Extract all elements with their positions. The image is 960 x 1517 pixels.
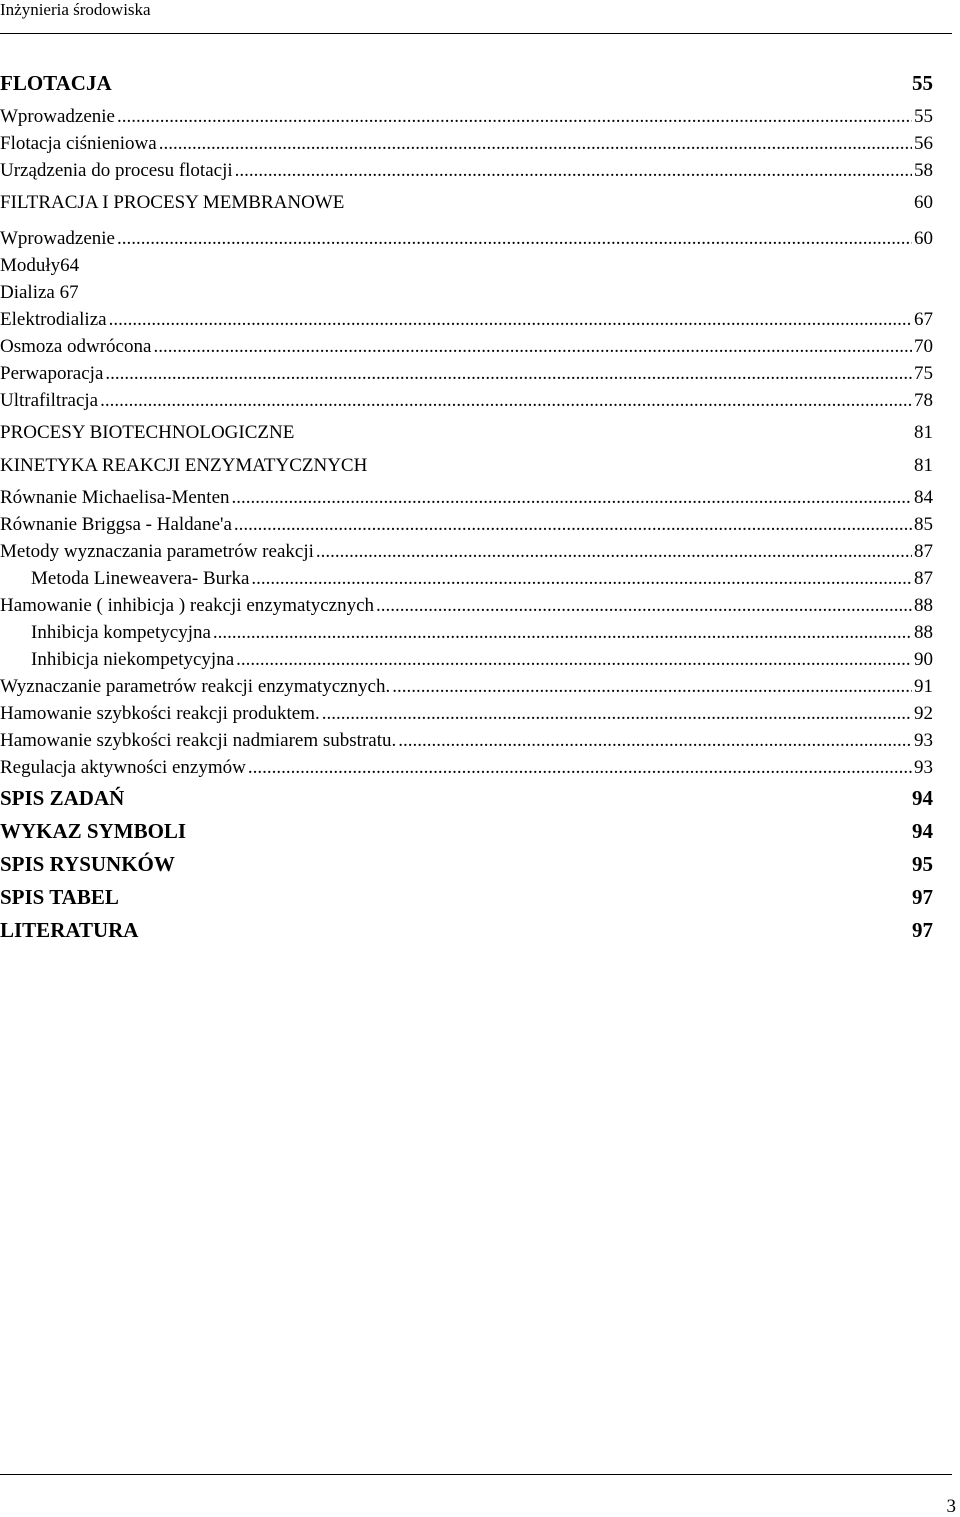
toc-entry-page: 55 (912, 71, 933, 95)
toc-entry-title: Hamowanie szybkości reakcji nadmiarem substratu. (0, 730, 397, 751)
toc-entry[interactable] (0, 785, 933, 812)
toc-entry-title: Inhibicja kompetycyjna (31, 622, 211, 643)
toc-entry[interactable] (0, 728, 933, 753)
toc-entry-title: KINETYKA REAKCJI ENZYMATYCZNYCH (0, 455, 368, 476)
toc-entry[interactable] (0, 674, 933, 699)
toc-entry-title: FLOTACJA (0, 71, 112, 95)
toc-entry[interactable] (0, 420, 933, 445)
toc-entry-title: Metody wyznaczania parametrów reakcji (0, 541, 314, 562)
toc-entry[interactable] (0, 620, 933, 645)
toc-entry-title: Dializa 67 (0, 282, 79, 303)
toc-entry[interactable] (0, 158, 933, 183)
toc-entry-page: 94 (912, 819, 933, 843)
toc-entry-page: 87 (914, 541, 933, 562)
toc-entry-page: 92 (914, 703, 933, 724)
toc-leader (398, 728, 912, 753)
toc-entry-title: Hamowanie ( inhibicja ) reakcji enzymatycznych (0, 595, 375, 616)
toc-entry-page: 93 (914, 757, 933, 778)
toc-entry[interactable] (0, 884, 933, 911)
toc-leader (322, 701, 912, 726)
toc-leader (117, 226, 912, 251)
toc-entry[interactable] (0, 226, 933, 251)
toc-entry-title: Moduły64 (0, 255, 80, 276)
toc-entry-page: 81 (914, 455, 933, 476)
footer-divider (0, 1474, 952, 1475)
toc-entry-page: 88 (914, 595, 933, 616)
toc-leader (153, 334, 912, 359)
toc-entry[interactable] (0, 453, 933, 478)
toc-entry[interactable] (0, 917, 933, 944)
toc-entry-page: 94 (912, 786, 933, 810)
toc-entry[interactable] (0, 104, 933, 129)
toc-entry-page: 88 (914, 622, 933, 643)
toc-leader (159, 131, 912, 156)
toc-leader (235, 158, 912, 183)
toc-entry-title: SPIS ZADAŃ (0, 786, 125, 810)
toc-entry[interactable] (0, 485, 933, 510)
toc-entry-page: 56 (914, 133, 933, 154)
toc-entry[interactable] (0, 755, 933, 780)
toc-entry[interactable] (0, 280, 933, 305)
toc-entry-title: PROCESY BIOTECHNOLOGICZNE (0, 422, 295, 443)
toc-entry-page: 60 (914, 228, 933, 249)
toc-entry-title: LITERATURA (0, 918, 139, 942)
toc-entry-page: 58 (914, 160, 933, 181)
toc-entry-title: Regulacja aktywności enzymów (0, 757, 246, 778)
running-header: Inżynieria środowiska (0, 0, 151, 19)
toc-entry[interactable] (0, 70, 933, 97)
toc-entry-page: 78 (914, 390, 933, 411)
toc-entry-title: Flotacja ciśnieniowa (0, 133, 157, 154)
toc-entry-title: FILTRACJA I PROCESY MEMBRANOWE (0, 192, 345, 213)
toc-leader (248, 755, 912, 780)
toc-leader (234, 512, 912, 537)
toc-entry-page: 97 (912, 918, 933, 942)
toc-entry-title: Równanie Michaelisa-Menten (0, 487, 230, 508)
toc-entry[interactable] (0, 307, 933, 332)
toc-entry-page: 75 (914, 363, 933, 384)
toc-entry-title: Elektrodializa (0, 309, 107, 330)
toc-leader (251, 566, 912, 591)
toc-entry-title: Wprowadzenie (0, 228, 115, 249)
toc-leader (100, 388, 912, 413)
toc-entry-page: 85 (914, 514, 933, 535)
toc-entry-title: SPIS RYSUNKÓW (0, 852, 175, 876)
toc-entry-title: Perwaporacja (0, 363, 104, 384)
toc-leader (376, 593, 912, 618)
toc-leader (213, 620, 912, 645)
toc-entry-page: 87 (914, 568, 933, 589)
toc-entry-page: 84 (914, 487, 933, 508)
toc-entry-page: 70 (914, 336, 933, 357)
toc-entry[interactable] (0, 131, 933, 156)
toc-entry-title: Wyznaczanie parametrów reakcji enzymatycznych. (0, 676, 391, 697)
toc-entry-page: 55 (914, 106, 933, 127)
toc-entry-page: 93 (914, 730, 933, 751)
toc-entry[interactable] (0, 334, 933, 359)
toc-entry-title: Osmoza odwrócona (0, 336, 152, 357)
toc-entry-page: 91 (914, 676, 933, 697)
toc-leader (232, 485, 912, 510)
toc-entry-title: Równanie Briggsa - Haldane'a (0, 514, 232, 535)
toc-entry[interactable] (0, 361, 933, 386)
toc-entry[interactable] (0, 512, 933, 537)
toc-entry[interactable] (0, 253, 933, 278)
toc-entry[interactable] (0, 593, 933, 618)
toc-entry-title: Ultrafiltracja (0, 390, 99, 411)
toc-leader (236, 647, 912, 672)
toc-entry[interactable] (0, 818, 933, 845)
toc-leader (392, 674, 912, 699)
toc-entry[interactable] (0, 190, 933, 215)
page-number: 3 (946, 1496, 956, 1517)
toc-entry[interactable] (0, 851, 933, 878)
toc-entry-title: Hamowanie szybkości reakcji produktem. (0, 703, 320, 724)
toc-entry-title: Wprowadzenie (0, 106, 115, 127)
toc-entry-page: 95 (912, 852, 933, 876)
toc-entry[interactable] (0, 388, 933, 413)
toc-entry[interactable] (0, 701, 933, 726)
toc-entry[interactable] (0, 539, 933, 564)
toc-entry-page: 60 (914, 192, 933, 213)
toc-entry-page: 90 (914, 649, 933, 670)
toc-entry-title: Urządzenia do procesu flotacji (0, 160, 233, 181)
toc-leader (105, 361, 912, 386)
toc-leader (316, 539, 912, 564)
toc-entry-page: 81 (914, 422, 933, 443)
toc-entry-title: SPIS TABEL (0, 885, 119, 909)
toc-leader (109, 307, 912, 332)
toc-entry[interactable] (0, 647, 933, 672)
toc-entry[interactable] (0, 566, 933, 591)
toc-entry-page: 97 (912, 885, 933, 909)
toc-entry-title: Inhibicja niekompetycyjna (31, 649, 235, 670)
toc-entry-title: WYKAZ SYMBOLI (0, 819, 187, 843)
toc-leader (117, 104, 912, 129)
header-divider (0, 33, 952, 34)
toc-entry-page: 67 (914, 309, 933, 330)
toc-entry-title: Metoda Lineweavera- Burka (31, 568, 250, 589)
